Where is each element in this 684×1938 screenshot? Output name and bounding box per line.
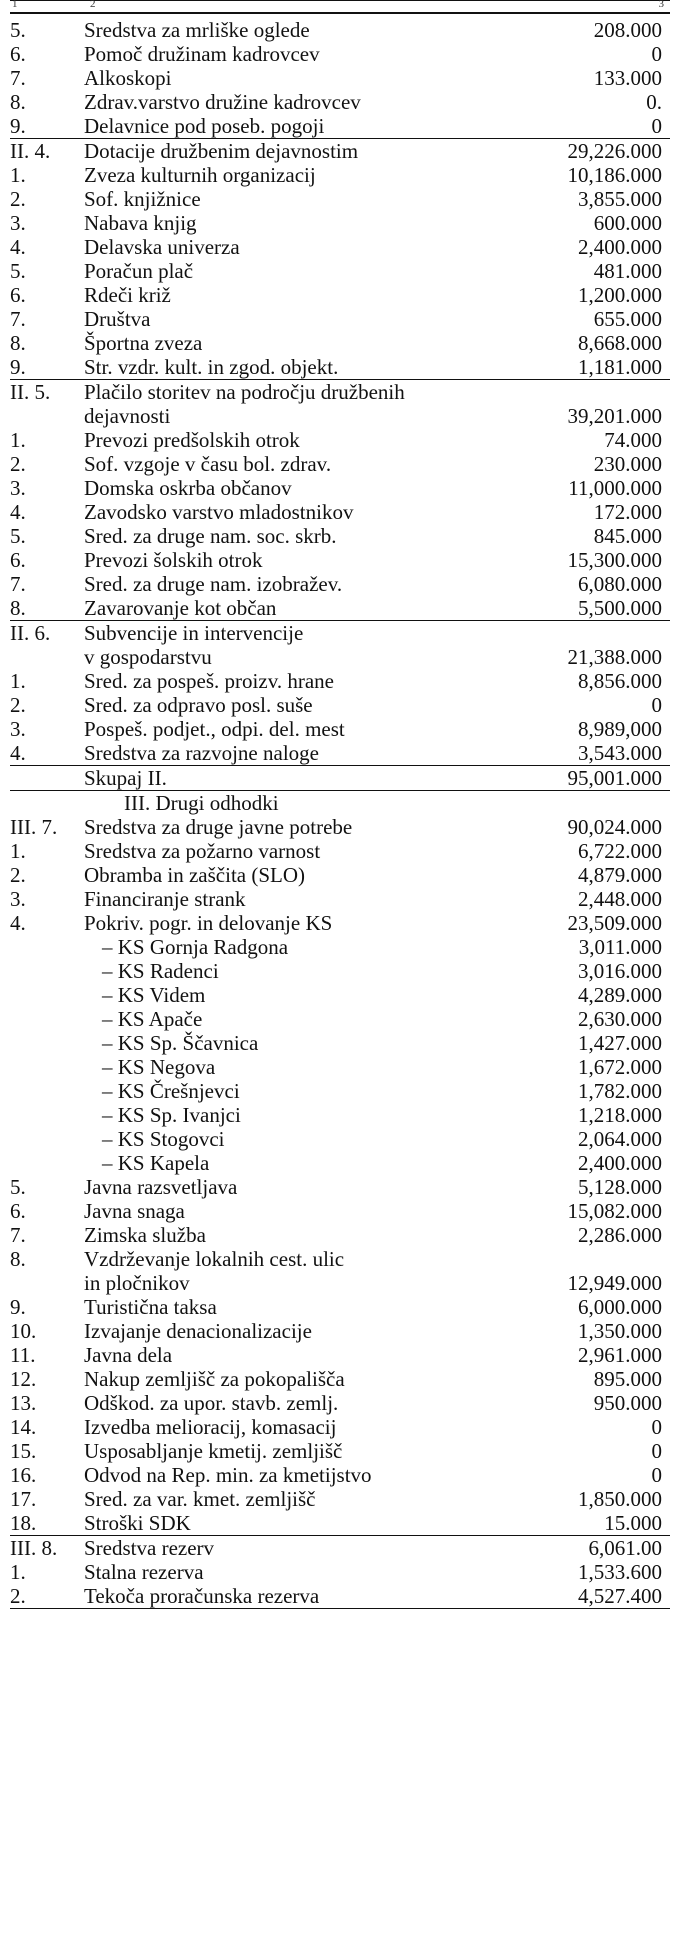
row-amount: 1,218.000 [578,1103,662,1127]
table-row [10,1175,670,1199]
table-row [10,1199,670,1223]
row-amount: 5,128.000 [578,1175,662,1199]
table-row [10,1511,670,1535]
table-row [10,839,670,863]
row-amount: 2,448.000 [578,887,662,911]
row-number: 12. [10,1367,37,1391]
table-row [10,791,670,815]
row-amount: 8,989,000 [578,717,662,741]
table-row [10,669,670,693]
table-row [10,1560,670,1584]
row-label: Usposabljanje kmetij. zemljišč [84,1439,343,1463]
row-amount: 2,400.000 [578,1151,662,1175]
table-row [10,1055,670,1079]
row-number: III. 7. [10,815,58,839]
table-row [10,596,670,620]
row-amount: 1,200.000 [578,283,662,307]
row-amount: 172.000 [593,500,662,524]
row-amount: 21,388.000 [567,645,662,669]
row-number: 4. [10,911,26,935]
row-label: – KS Sp. Ščavnica [102,1031,259,1055]
row-amount: 12,949.000 [567,1271,662,1295]
row-amount: 95,001.000 [567,766,662,790]
row-label: – KS Videm [102,983,206,1007]
row-amount: 208.000 [593,18,662,42]
table-row [10,114,670,138]
row-label: Subvencije in intervencije [84,621,304,645]
row-amount: 895.000 [593,1367,662,1391]
row-amount: 11,000.000 [568,476,662,500]
table-row [10,548,670,572]
row-number: 3. [10,887,26,911]
row-label: Sof. vzgoje v času bol. zdrav. [84,452,332,476]
row-amount: 6,000.000 [578,1295,662,1319]
row-label: Dotacije družbenim dejavnostim [84,139,359,163]
row-label: – KS Sp. Ivanjci [102,1103,241,1127]
row-label: – KS Kapela [102,1151,210,1175]
row-amount: 90,024.000 [567,815,662,839]
table-row [10,1343,670,1367]
row-label: Sred. za var. kmet. zemljišč [84,1487,316,1511]
row-number: 8. [10,90,26,114]
row-label: – KS Črešnjevci [102,1079,240,1103]
table-row [10,863,670,887]
table-row [10,1151,670,1175]
table-row [10,331,670,355]
row-label: Nakup zemljišč za pokopališča [84,1367,345,1391]
table-row [10,572,670,596]
row-number: 13. [10,1391,37,1415]
table-row [10,1391,670,1415]
row-label: Delavska univerza [84,235,240,259]
row-label: Sof. knjižnice [84,187,201,211]
row-amount: 3,855.000 [578,187,662,211]
row-amount: 2,400.000 [578,235,662,259]
table-row [10,355,670,379]
table-row [10,259,670,283]
table-row [10,1103,670,1127]
row-number: 9. [10,1295,26,1319]
table-row [10,90,670,114]
row-label: – KS Radenci [102,959,219,983]
table-row [10,1535,670,1560]
table-row [10,307,670,331]
row-label: Poračun plač [84,259,194,283]
table-row [10,476,670,500]
row-number: 2. [10,452,26,476]
row-amount: 5,500.000 [578,596,662,620]
table-row [10,741,670,765]
row-number: 1. [10,428,26,452]
row-number: 2. [10,1584,26,1608]
row-label: Sredstva za druge javne potrebe [84,815,353,839]
column-header-1: 1 [12,0,18,10]
row-amount: 4,527.400 [578,1584,662,1608]
column-header-3: 3 [658,0,664,10]
row-label: – KS Negova [102,1055,216,1079]
table-row [10,1439,670,1463]
row-label: – KS Apače [102,1007,203,1031]
row-label: – KS Gornja Radgona [102,935,289,959]
table-row [10,1319,670,1343]
table-row [10,452,670,476]
row-label: Zveza kulturnih organizacij [84,163,316,187]
row-number: 17. [10,1487,37,1511]
row-label: Plačilo storitev na področju družbenih [84,380,405,404]
table-row [10,211,670,235]
row-number: 8. [10,596,26,620]
row-amount: 0 [651,114,662,138]
table-row [10,379,670,404]
row-amount: 0 [651,1463,662,1487]
row-label: Izvedba melioracij, komasacij [84,1415,337,1439]
column-header-2: 2 [90,0,96,10]
row-number: II. 4. [10,139,51,163]
row-amount: 2,286.000 [578,1223,662,1247]
table-row [10,959,670,983]
row-amount: 15,300.000 [567,548,662,572]
row-label: Prevozi šolskih otrok [84,548,263,572]
table-row [10,765,670,791]
table-row [10,1079,670,1103]
row-number: 6. [10,548,26,572]
table-row [10,500,670,524]
row-amount: 15.000 [604,1511,662,1535]
row-label: Društva [84,307,151,331]
row-number: 7. [10,572,26,596]
row-number: 4. [10,741,26,765]
row-label: dejavnosti [84,404,171,428]
table-row [10,187,670,211]
row-amount: 2,064.000 [578,1127,662,1151]
table-row [10,235,670,259]
row-label: Izvajanje denacionalizacije [84,1319,312,1343]
row-amount: 1,782.000 [578,1079,662,1103]
table-row [10,1007,670,1031]
row-amount: 1,427.000 [578,1031,662,1055]
row-label: – KS Stogovci [102,1127,225,1151]
row-amount: 1,850.000 [578,1487,662,1511]
row-number: 5. [10,524,26,548]
table-row [10,1223,670,1247]
row-label: III. Drugi odhodki [124,791,279,815]
row-number: 1. [10,163,26,187]
row-number: 14. [10,1415,37,1439]
row-number: 1. [10,1560,26,1584]
table-row [10,18,670,42]
table-row [10,1031,670,1055]
table-row [10,911,670,935]
row-number: 5. [10,1175,26,1199]
row-label: Rdeči križ [84,283,171,307]
row-label: Stroški SDK [84,1511,191,1535]
row-number: II. 6. [10,621,51,645]
table-row [10,138,670,163]
row-label: Športna zveza [84,331,203,355]
row-label: Odškod. za upor. stavb. zemlj. [84,1391,339,1415]
row-amount: 133.000 [593,66,662,90]
row-label: Skupaj II. [84,766,167,790]
row-amount: 2,630.000 [578,1007,662,1031]
row-number: 4. [10,500,26,524]
row-amount: 3,011.000 [578,935,662,959]
row-label: Sredstva za razvojne naloge [84,741,319,765]
table-row [10,1415,670,1439]
table-row [10,428,670,452]
row-label: Pokriv. pogr. in delovanje KS [84,911,333,935]
table-row [10,693,670,717]
row-amount: 600.000 [593,211,662,235]
row-label: Turistična taksa [84,1295,217,1319]
table-row [10,42,670,66]
row-amount: 1,350.000 [578,1319,662,1343]
row-number: 6. [10,1199,26,1223]
row-label: Alkoskopi [84,66,172,90]
row-label: Javna snaga [84,1199,185,1223]
row-amount: 23,509.000 [567,911,662,935]
row-label: in pločnikov [84,1271,190,1295]
table-row [10,1367,670,1391]
row-number: 6. [10,42,26,66]
table-row [10,983,670,1007]
table-row [10,404,670,428]
table-row [10,1271,670,1295]
row-number: 6. [10,283,26,307]
row-label: Financiranje strank [84,887,246,911]
row-number: II. 5. [10,380,51,404]
row-number: 10. [10,1319,37,1343]
table-row [10,1295,670,1319]
row-label: Javna razsvetljava [84,1175,238,1199]
row-number: 16. [10,1463,37,1487]
row-amount: 10,186.000 [567,163,662,187]
row-number: 5. [10,18,26,42]
row-amount: 845.000 [593,524,662,548]
row-number: 7. [10,1223,26,1247]
table-body [10,18,670,1609]
row-label: Vzdrževanje lokalnih cest. ulic [84,1247,345,1271]
row-number: 18. [10,1511,37,1535]
row-number: 9. [10,355,26,379]
row-label: Pospeš. podjet., odpi. del. mest [84,717,345,741]
row-label: Sredstva rezerv [84,1536,215,1560]
row-label: Sredstva za mrliške oglede [84,18,310,42]
row-label: Sredstva za požarno varnost [84,839,321,863]
row-amount: 1,181.000 [578,355,662,379]
row-number: III. 8. [10,1536,58,1560]
row-label: Stalna rezerva [84,1560,204,1584]
row-amount: 74.000 [604,428,662,452]
row-number: 1. [10,669,26,693]
row-amount: 3,016.000 [578,959,662,983]
row-label: Str. vzdr. kult. in zgod. objekt. [84,355,339,379]
row-amount: 6,061.00 [588,1536,662,1560]
row-label: Zdrav.varstvo družine kadrovcev [84,90,361,114]
table-row [10,1127,670,1151]
table-row [10,66,670,90]
row-label: Sred. za odpravo posl. suše [84,693,313,717]
row-number: 3. [10,717,26,741]
row-amount: 39,201.000 [567,404,662,428]
row-amount: 950.000 [593,1391,662,1415]
row-number: 2. [10,693,26,717]
row-label: Javna dela [84,1343,173,1367]
row-number: 7. [10,66,26,90]
table-row [10,1487,670,1511]
row-number: 15. [10,1439,37,1463]
row-label: Pomoč družinam kadrovcev [84,42,320,66]
table-row [10,1463,670,1487]
row-number: 3. [10,476,26,500]
row-label: Tekoča proračunska rezerva [84,1584,320,1608]
table-row [10,1584,670,1609]
row-label: Odvod na Rep. min. za kmetijstvo [84,1463,372,1487]
row-amount: 655.000 [593,307,662,331]
row-amount: 1,533.600 [578,1560,662,1584]
table-row [10,524,670,548]
row-label: Sred. za pospeš. proizv. hrane [84,669,334,693]
row-label: Zimska služba [84,1223,206,1247]
row-amount: 481.000 [593,259,662,283]
table-row [10,620,670,645]
row-number: 1. [10,839,26,863]
row-number: 8. [10,1247,26,1271]
row-amount: 0. [646,90,662,114]
row-number: 11. [10,1343,36,1367]
row-label: Zavodsko varstvo mladostnikov [84,500,354,524]
table-row [10,887,670,911]
row-amount: 1,672.000 [578,1055,662,1079]
row-number: 4. [10,235,26,259]
row-label: Delavnice pod poseb. pogoji [84,114,325,138]
row-amount: 6,722.000 [578,839,662,863]
row-amount: 29,226.000 [567,139,662,163]
row-amount: 0 [651,1439,662,1463]
row-number: 2. [10,863,26,887]
row-amount: 4,289.000 [578,983,662,1007]
table-row [10,1247,670,1271]
row-amount: 6,080.000 [578,572,662,596]
table-row [10,283,670,307]
row-amount: 8,668.000 [578,331,662,355]
table-row [10,935,670,959]
column-header-row [10,0,670,14]
row-number: 2. [10,187,26,211]
row-label: Sred. za druge nam. soc. skrb. [84,524,337,548]
table-row [10,815,670,839]
row-number: 7. [10,307,26,331]
row-amount: 0 [651,693,662,717]
row-label: Prevozi predšolskih otrok [84,428,300,452]
table-row [10,163,670,187]
row-amount: 230.000 [593,452,662,476]
row-number: 8. [10,331,26,355]
row-amount: 3,543.000 [578,741,662,765]
row-amount: 2,961.000 [578,1343,662,1367]
row-label: Nabava knjig [84,211,197,235]
row-number: 9. [10,114,26,138]
row-amount: 0 [651,1415,662,1439]
row-amount: 8,856.000 [578,669,662,693]
row-number: 5. [10,259,26,283]
row-amount: 15,082.000 [567,1199,662,1223]
row-label: Obramba in zaščita (SLO) [84,863,306,887]
row-label: Domska oskrba občanov [84,476,292,500]
row-amount: 0 [651,42,662,66]
row-label: Zavarovanje kot občan [84,596,277,620]
row-number: 3. [10,211,26,235]
table-row [10,645,670,669]
table-row [10,717,670,741]
row-amount: 4,879.000 [578,863,662,887]
budget-table [10,0,670,1609]
row-label: Sred. za druge nam. izobražev. [84,572,343,596]
row-label: v gospodarstvu [84,645,212,669]
